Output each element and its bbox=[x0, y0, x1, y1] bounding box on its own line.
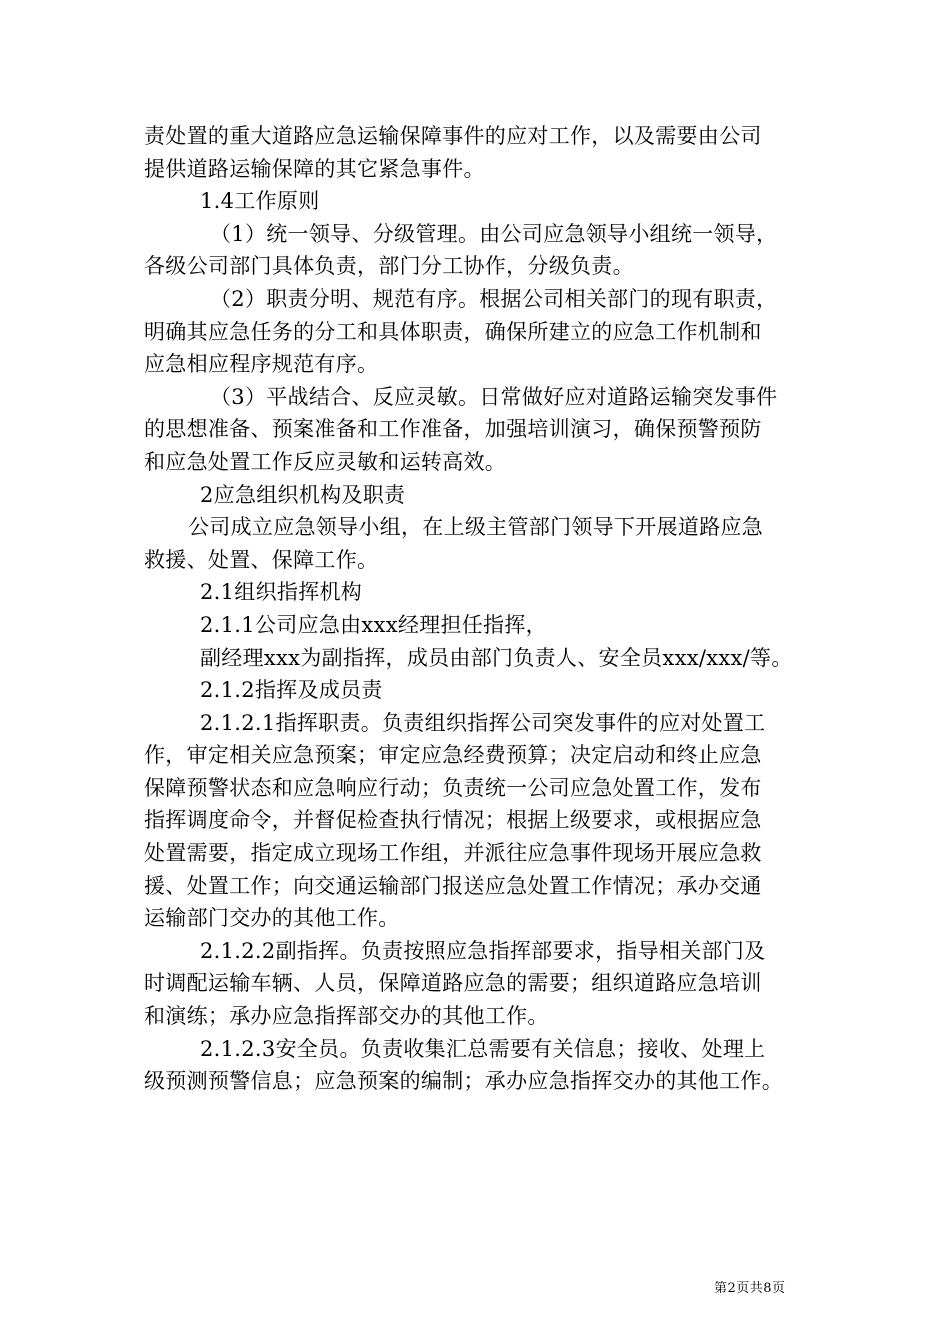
paragraph-line: （1）统一领导、分级管理。由公司应急领导小组统一领导， bbox=[210, 221, 778, 246]
paragraph-line: 援、处置工作；向交通运输部门报送应急处置工作情况；承办交通 bbox=[144, 873, 762, 898]
paragraph-line: 提供道路运输保障的其它紧急事件。 bbox=[144, 156, 485, 181]
paragraph-line: 的思想准备、预案准备和工作准备，加强培训演习，确保预警预防 bbox=[144, 417, 762, 442]
paragraph-line: 运输部门交办的其他工作。 bbox=[144, 906, 400, 931]
paragraph-line: 公司成立应急领导小组，在上级主管部门领导下开展道路应急 bbox=[188, 515, 764, 540]
paragraph-line: 2.1.1公司应急由xxx经理担任指挥， bbox=[200, 612, 547, 637]
paragraph-line: （3）平战结合、反应灵敏。日常做好应对道路运输突发事件 bbox=[210, 384, 778, 409]
document-body bbox=[144, 120, 824, 1098]
paragraph-line: 救援、处置、保障工作。 bbox=[144, 547, 379, 572]
paragraph-line: 保障预警状态和应急响应行动；负责统一公司应急处置工作，发布 bbox=[144, 775, 762, 800]
paragraph-line: 2.1.2.1指挥职责。负责组织指挥公司突发事件的应对处置工 bbox=[200, 710, 766, 735]
paragraph-line: 和演练；承办应急指挥部交办的其他工作。 bbox=[144, 1004, 549, 1029]
paragraph-line: 副经理xxx为副指挥，成员由部门负责人、安全员xxx/xxx/等。 bbox=[200, 645, 793, 670]
section-heading: 2.1.2指挥及成员责 bbox=[200, 678, 383, 703]
paragraph-line: 责处置的重大道路应急运输保障事件的应对工作，以及需要由公司 bbox=[144, 124, 762, 148]
paragraph-line: 作，审定相关应急预案；审定应急经费预算；决定启动和终止应急 bbox=[144, 743, 762, 768]
paragraph-line: 各级公司部门具体负责，部门分工协作，分级负责。 bbox=[144, 254, 634, 279]
paragraph-line: 级预测预警信息；应急预案的编制；承办应急指挥交办的其他工作。 bbox=[144, 1069, 783, 1094]
page-number: 第2页共8页 bbox=[714, 1281, 786, 1296]
paragraph-line: 明确其应急任务的分工和具体职责，确保所建立的应急工作机制和 bbox=[144, 319, 762, 344]
paragraph-line: 2.1.2.2副指挥。负责按照应急指挥部要求，指导相关部门及 bbox=[200, 938, 766, 963]
paragraph-line: （2）职责分明、规范有序。根据公司相关部门的现有职责， bbox=[210, 286, 778, 311]
paragraph-line: 和应急处置工作反应灵敏和运转高效。 bbox=[144, 449, 507, 474]
paragraph-line: 应急相应程序规范有序。 bbox=[144, 352, 379, 377]
paragraph-line: 处置需要，指定成立现场工作组，并派往应急事件现场开展应急救 bbox=[144, 841, 762, 866]
paragraph-line: 指挥调度命令，并督促检查执行情况；根据上级要求，或根据应急 bbox=[144, 808, 762, 833]
paragraph-line: 2.1.2.3安全员。负责收集汇总需要有关信息；接收、处理上 bbox=[200, 1036, 766, 1061]
paragraph-line: 时调配运输车辆、人员，保障道路应急的需要；组织道路应急培训 bbox=[144, 971, 762, 996]
section-heading: 2应急组织机构及职责 bbox=[200, 482, 406, 507]
section-heading: 2.1组织指挥机构 bbox=[200, 580, 363, 605]
section-heading: 1.4工作原则 bbox=[200, 189, 320, 214]
